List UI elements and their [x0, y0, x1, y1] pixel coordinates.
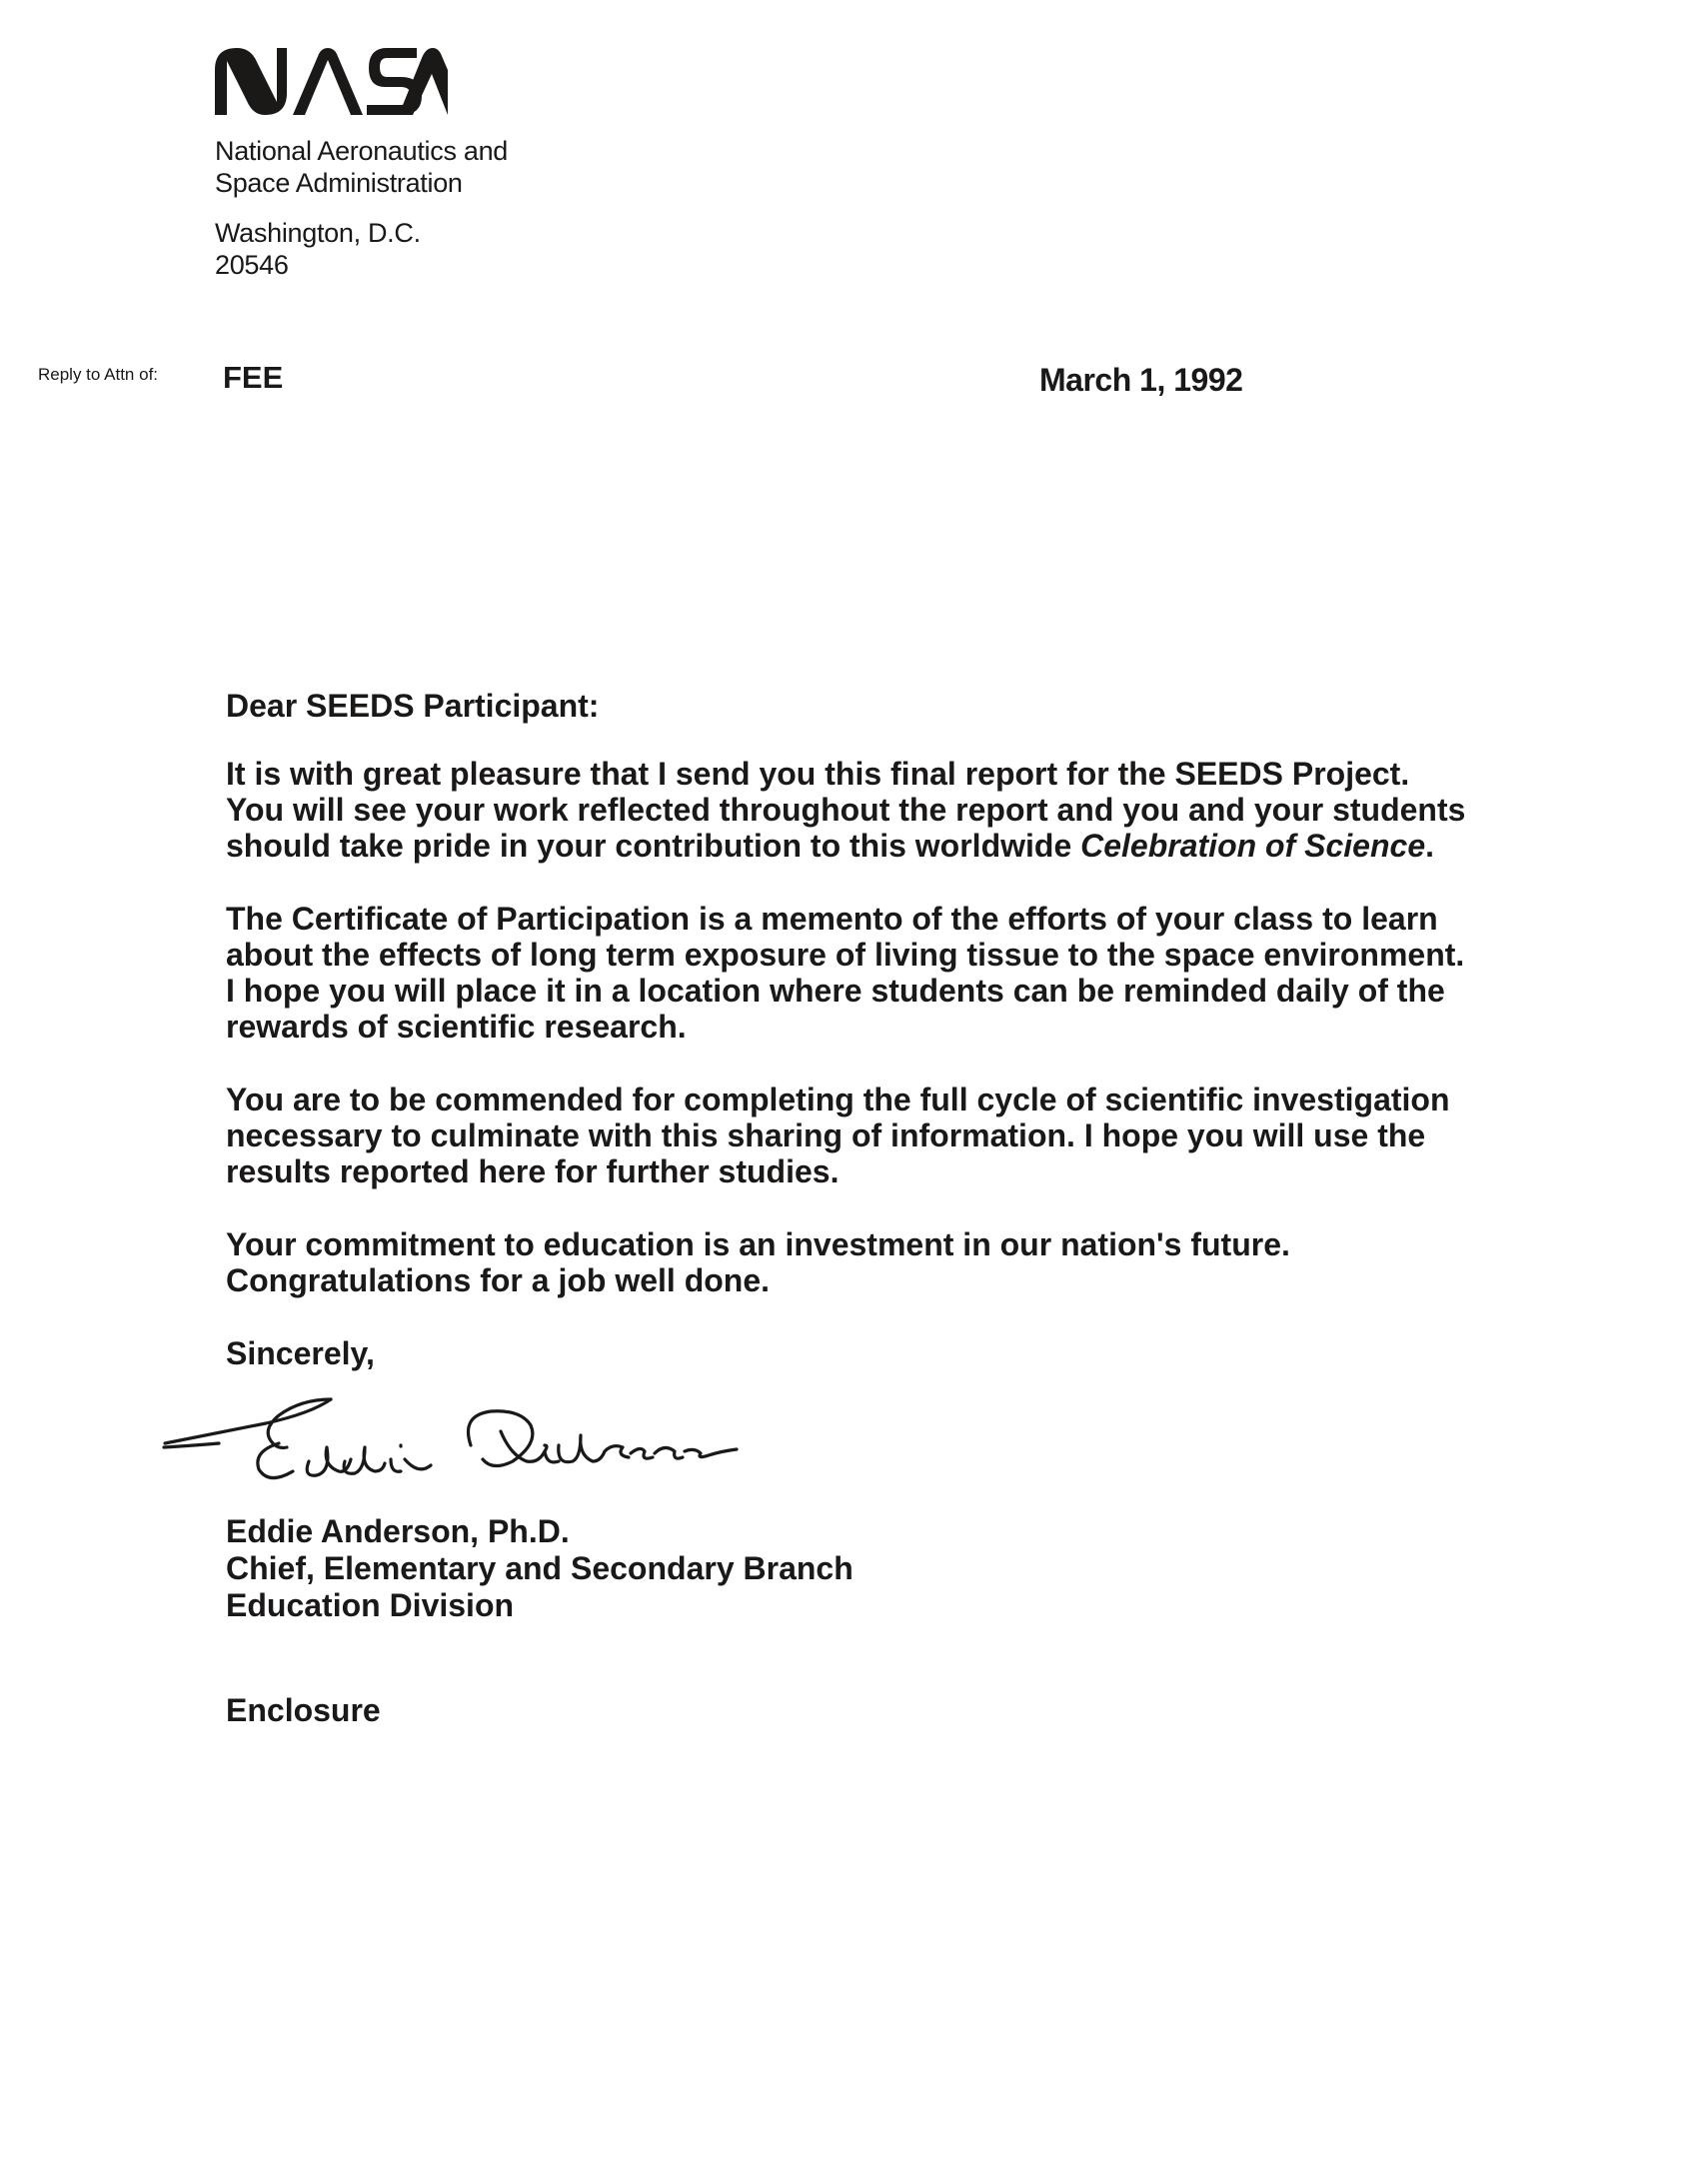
paragraph-1-lead: It is with great pleasure that I send you this final report for the SEEDS Project. You will see your work reflected throughout the report and you and your students should take pride in your contribution to this worldwide — [226, 756, 1466, 864]
signer-block — [226, 1513, 1475, 1624]
paragraph-2: The Certificate of Participation is a memento of the efforts of your class to learn about the effects of long term exposure of living tissue to the space environment. I hope you will place it in a location where students can be reminded daily of the rewards of scientific research. — [226, 901, 1465, 1045]
agency-address — [215, 217, 508, 281]
letter-date: March 1, 1992 — [1039, 362, 1243, 398]
reply-to-label: Reply to Attn of: — [38, 365, 159, 384]
agency-name — [215, 135, 508, 199]
paragraph-3: You are to be commended for completing the full cycle of scientific investigation necessary to culminate with this sharing of information. I hope you will use the results reported here for further studies. — [226, 1082, 1450, 1189]
signature-image — [161, 1385, 801, 1497]
agency-name-line2: Space Administration — [215, 168, 463, 198]
paragraph-1-emphasis: Celebration of Science — [1080, 828, 1426, 864]
address-city: Washington, D.C. — [215, 218, 421, 248]
address-zip: 20546 — [215, 250, 289, 280]
paragraph-4: Your commitment to education is an investment in our nation's future. Congratulations for a job well done. — [226, 1226, 1290, 1298]
signer-division: Education Division — [226, 1587, 515, 1623]
letter-body — [226, 688, 1475, 1728]
agency-name-line1: National Aeronautics and — [215, 136, 509, 166]
salutation: Dear SEEDS Participant: — [226, 688, 600, 724]
enclosure-note: Enclosure — [226, 1692, 381, 1728]
paragraph-1 — [226, 756, 1475, 864]
routing-code: FEE — [223, 360, 284, 395]
signer-title: Chief, Elementary and Secondary Branch — [226, 1550, 853, 1586]
paragraph-1-tail: . — [1425, 828, 1434, 864]
letterhead — [215, 48, 508, 281]
signer-name: Eddie Anderson, Ph.D. — [226, 1513, 570, 1549]
nasa-logo — [215, 48, 448, 115]
closing: Sincerely, — [226, 1335, 375, 1371]
